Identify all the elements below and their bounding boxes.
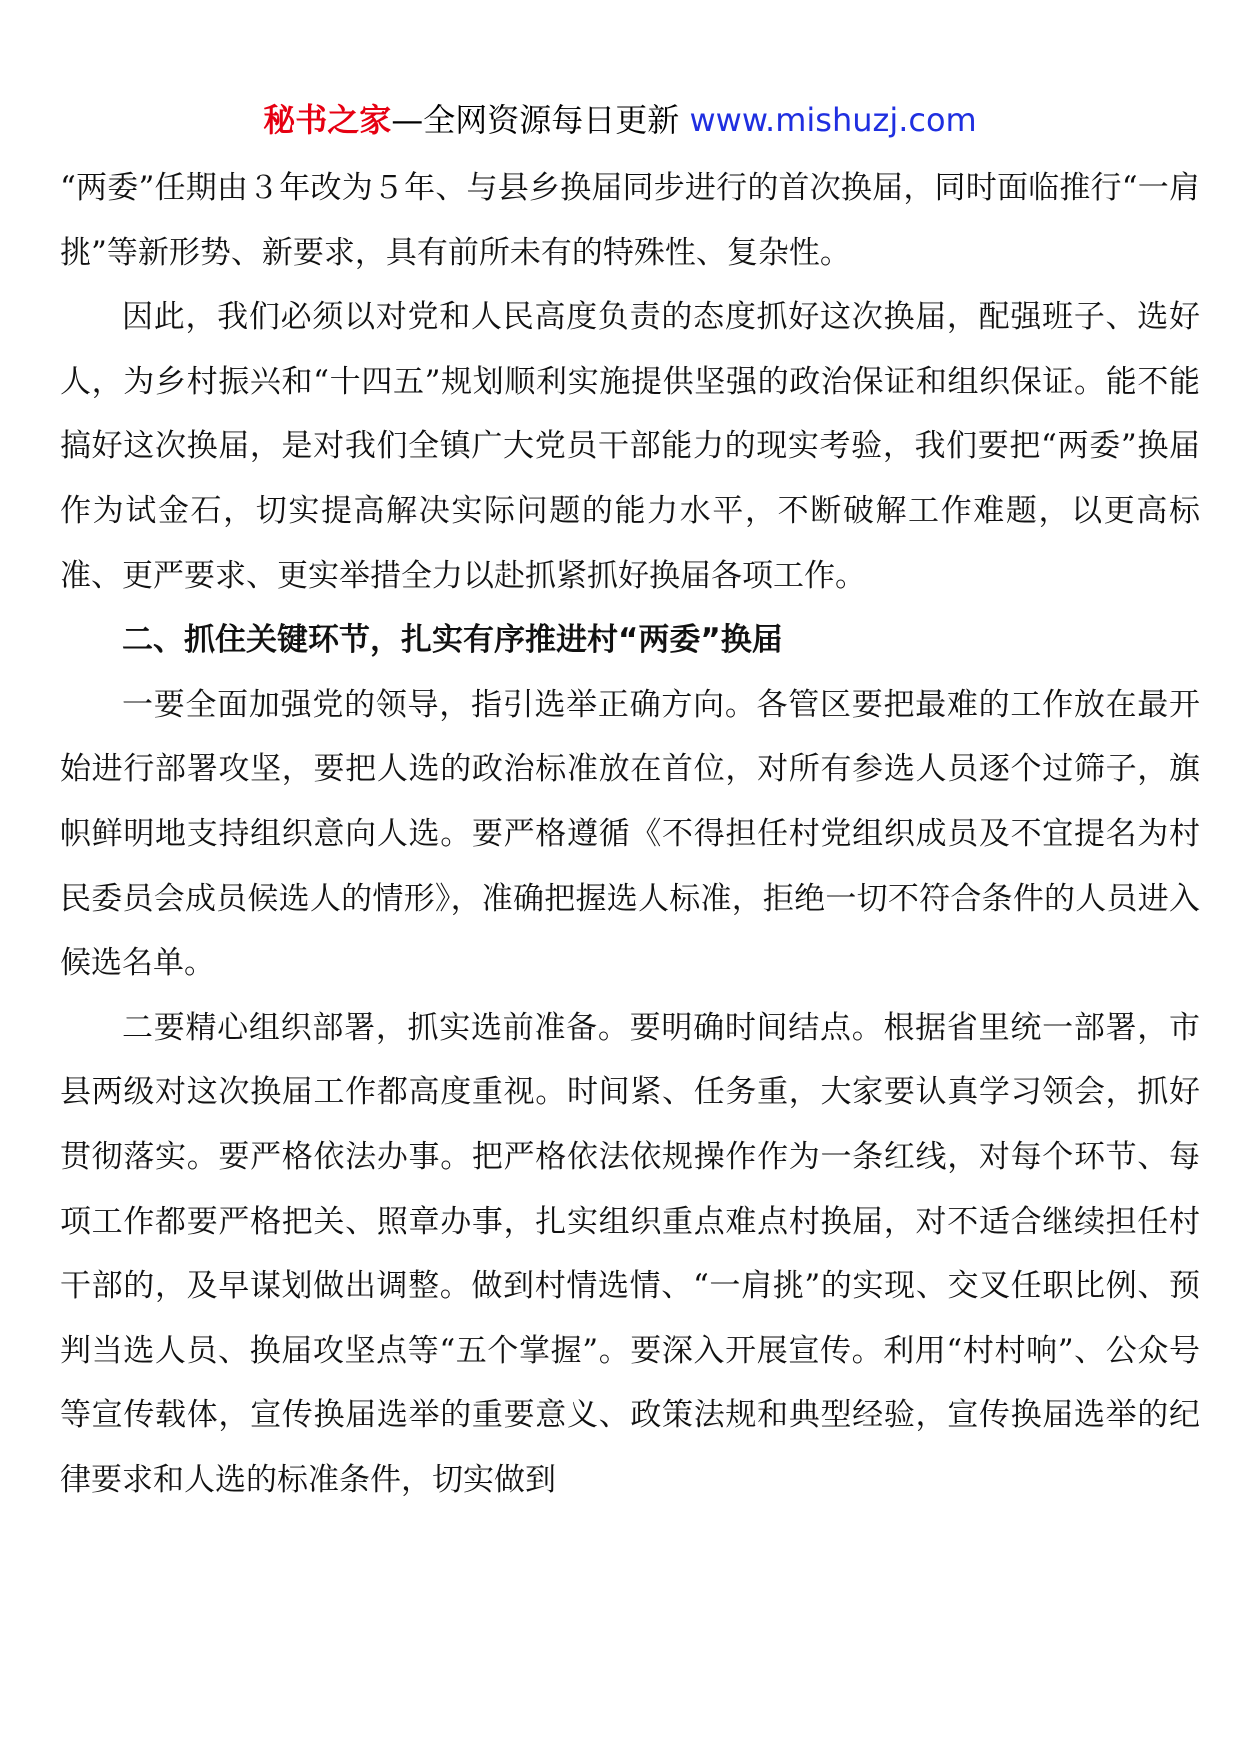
- paragraph: 因此，我们必须以对党和人民高度负责的态度抓好这次换届，配强班子、选好人，为乡村振兴和“十四五”规划顺利实施提供坚强的政治保证和组织保证。能不能搞好这次换届，是对我们全镇广大党员干部能力的现实考验，我们要把“两委”换届作为试金石，切实提高解决实际问题的能力水平，不断破解工作难题，以更高标准、更严要求、更实举措全力以赴抓紧抓好换届各项工作。: [60, 299, 1200, 594]
- document-body: [60, 156, 1200, 1512]
- site-url-link[interactable]: www.mishuzj.com: [689, 101, 977, 139]
- brand-name: 秘书之家: [263, 101, 392, 139]
- page-header: [0, 100, 1240, 140]
- paragraph: 一要全面加强党的领导，指引选举正确方向。各管区要把最难的工作放在最开始进行部署攻坚，要把人选的政治标准放在首位，对所有参选人员逐个过筛子，旗帜鲜明地支持组织意向人选。要严格遵循《不得担任村党组织成员及不宜提名为村民委员会成员候选人的情形》，准确把握选人标准，拒绝一切不符合条件的人员进入候选名单。: [60, 686, 1200, 982]
- section-heading: 二、抓住关键环节，扎实有序推进村“两委”换届: [122, 622, 783, 659]
- paragraph-continuation: “两委”任期由３年改为５年、与县乡换届同步进行的首次换届，同时面临推行“一肩挑”等新形势、新要求，具有前所未有的特殊性、复杂性。: [60, 170, 1200, 271]
- header-tagline: —全网资源每日更新: [391, 101, 680, 139]
- paragraph: 二要精心组织部署，抓实选前准备。要明确时间结点。根据省里统一部署，市县两级对这次换届工作都高度重视。时间紧、任务重，大家要认真学习领会，抓好贯彻落实。要严格依法办事。把严格依法依规操作作为一条红线，对每个环节、每项工作都要严格把关、照章办事，扎实组织重点难点村换届，对不适合继续担任村干部的，及早谋划做出调整。做到村情选情、“一肩挑”的实现、交叉任职比例、预判当选人员、换届攻坚点等“五个掌握”。要深入开展宣传。利用“村村响”、公众号等宣传载体，宣传换届选举的重要意义、政策法规和典型经验，宣传换届选举的纪律要求和人选的标准条件，切实做到: [60, 1009, 1200, 1498]
